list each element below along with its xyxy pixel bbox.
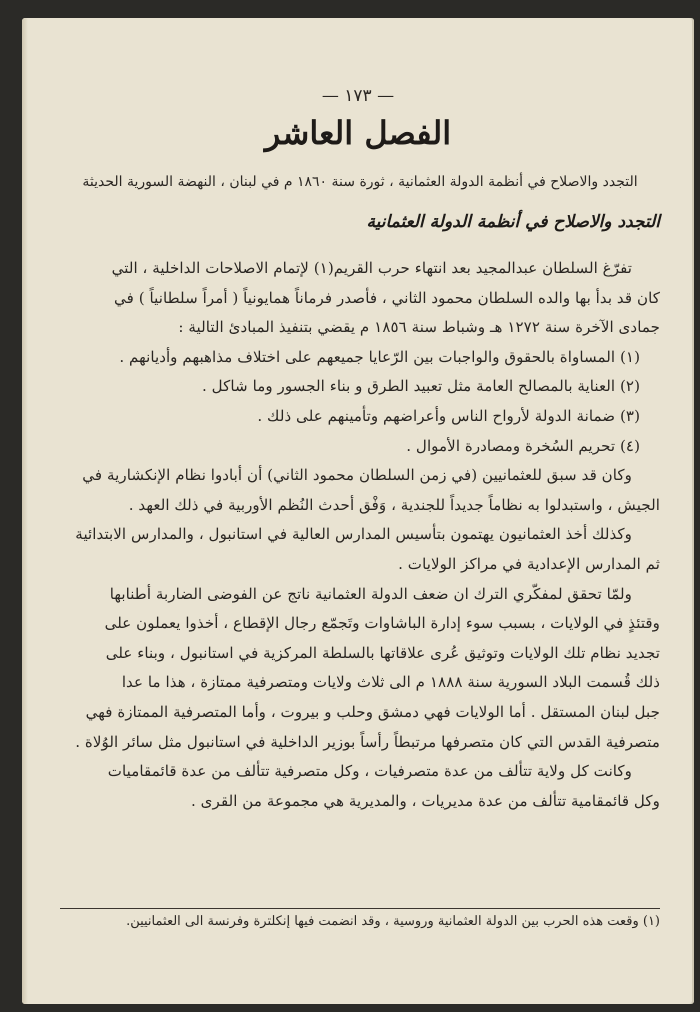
footnote-divider	[60, 908, 660, 909]
body-line: ذلك قُسمت البلاد السورية سنة ١٨٨٨ م الى ثلاث ولايات ومتصرفية ممتازة ، هذا ما عدا	[121, 673, 660, 692]
body-line: (٣) ضمانة الدولة لأرواح الناس وأعراضهم وتأمينهم على ذلك .	[257, 406, 640, 425]
body-line: ثم المدارس الإعدادية في مراكز الولايات .	[398, 554, 660, 573]
body-line: جبل لبنان المستقل . أما الولايات فهي دمشق وحلب و بيروت ، وأما المتصرفية الممتازة فهي	[85, 702, 660, 721]
chapter-summary: التجدد والاصلاح في أنظمة الدولة العثمانية ، ثورة سنة ١٨٦٠ م في لبنان ، النهضة السورية الحديثة	[82, 174, 638, 190]
book-page	[22, 18, 694, 1004]
body-line: ولمّا تحقق لمفكّري الترك ان ضعف الدولة العثمانية ناتج عن الفوضى الضاربة أطنابها	[109, 584, 632, 603]
body-line: جمادى الآخرة سنة ١٢٧٢ هـ وشباط سنة ١٨٥٦ م يقضي بتنفيذ المبادئ التالية :	[178, 318, 660, 337]
body-line: وكانت كل ولاية تتألف من عدة متصرفيات ، وكل متصرفية تتألف من عدة قائمقاميات	[107, 762, 632, 781]
body-line: كان قد بدأ بها والده السلطان محمود الثاني ، فأصدر فرماناً همايونياً ( أمراً سلطانياً ) في	[114, 288, 660, 307]
body-line: الجيش ، واستبدلوا به نظاماً جديداً للجندية ، وَفْق أحدث النُظم الأوربية في ذلك العهد .	[128, 495, 660, 514]
body-line: وكل قائمقامية تتألف من عدة مديريات ، والمديرية هي مجموعة من القرى .	[191, 791, 660, 810]
body-line: (٢) العناية بالمصالح العامة مثل تعبيد الطرق و بناء الجسور وما شاكل .	[202, 377, 640, 396]
footnote: (١) وقعت هذه الحرب بين الدولة العثمانية وروسية ، وقد انضمت فيها إنكلترة وفرنسة الى العثمانيين.	[126, 914, 660, 929]
body-line: (٤) تحريم السُخرة ومصادرة الأموال .	[406, 436, 640, 455]
body-line: تفرّغ السلطان عبدالمجيد بعد انتهاء حرب القريم(١) لإتمام الاصلاحات الداخلية ، التي	[111, 259, 632, 277]
page-binding-edge	[22, 18, 28, 1004]
body-line: متصرفية القدس التي كان متصرفها مرتبطاً رأساً بوزير الداخلية في استانبول مثل سائر الوُلاة .	[75, 732, 660, 751]
body-text	[60, 254, 660, 816]
body-line: وكان قد سبق للعثمانيين (في زمن السلطان محمود الثاني) أن أبادوا نظام الإنكشارية في	[82, 466, 632, 485]
page-number: — ١٧٣ —	[321, 86, 395, 106]
chapter-title: الفصل العاشر	[264, 114, 452, 152]
section-heading: التجدد والاصلاح في أنظمة الدولة العثمانية	[366, 212, 660, 232]
body-line: (١) المساواة بالحقوق والواجبات بين الرّعايا جميعهم على اختلاف مذاهبهم وأديانهم .	[119, 347, 640, 366]
body-line: وقتئذٍ في الولايات ، بسبب سوء إدارة الباشاوات وتَجمّع رجال الإقطاع ، أخذوا يعملون على	[104, 614, 660, 633]
body-line: تجديد نظام تلك الولايات وتوثيق عُرى علاقاتها بالسلطة المركزية في استانبول ، وبناء على	[105, 643, 660, 662]
body-line: وكذلك أخذ العثمانيون يهتمون بتأسيس المدارس العالية في استانبول ، والمدارس الابتدائية	[75, 525, 632, 544]
